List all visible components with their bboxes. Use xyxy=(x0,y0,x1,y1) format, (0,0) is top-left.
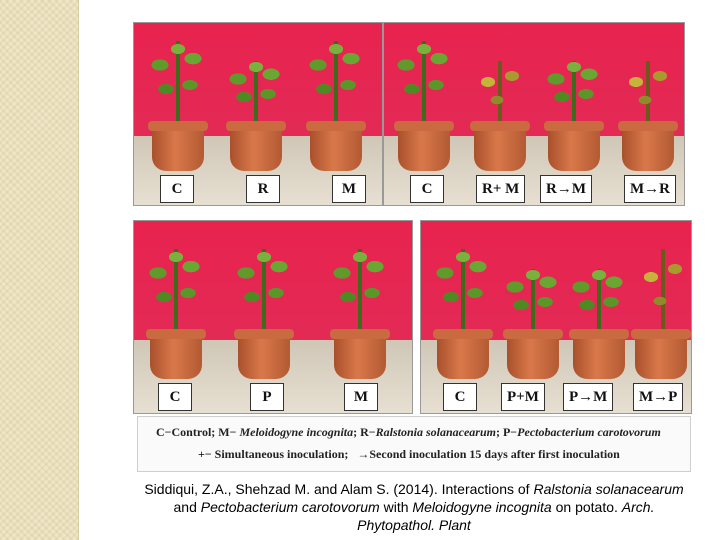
pot-image xyxy=(238,335,290,379)
plant-image xyxy=(633,249,692,329)
pot-label: R→M xyxy=(540,175,592,203)
pot-label: M xyxy=(344,383,378,411)
pot-label: R+ M xyxy=(476,175,525,203)
plant-image xyxy=(234,249,294,329)
photo-pectobacterium-combinations xyxy=(420,220,692,414)
pot-label: M→R xyxy=(624,175,676,203)
pot-label: M→P xyxy=(633,383,683,411)
plant-image xyxy=(618,61,678,121)
pot-image xyxy=(150,335,202,379)
plant-image xyxy=(226,61,286,121)
plant-image xyxy=(394,41,454,121)
plant-image xyxy=(503,269,563,329)
photo-control-pectobacterium-meloidogyne xyxy=(133,220,413,414)
pot-image xyxy=(334,335,386,379)
pot-label: C xyxy=(160,175,194,203)
pot-image xyxy=(635,335,687,379)
photo-control-ralstonia-meloidogyne xyxy=(133,22,383,206)
legend-pectobacterium-name: Pectobacterium carotovorum xyxy=(517,425,661,439)
plant-image xyxy=(569,269,629,329)
plant-image xyxy=(330,249,390,329)
pot-label: M xyxy=(332,175,366,203)
pot-image xyxy=(573,335,625,379)
legend-second-inoculation-text: →Second inoculation 15 days after first inoculation xyxy=(357,447,620,461)
pot-label: P+M xyxy=(501,383,545,411)
pot-label: P→M xyxy=(563,383,613,411)
plant-image xyxy=(306,41,366,121)
pot-label: P xyxy=(250,383,284,411)
decorative-side-strip xyxy=(0,0,79,540)
legend-p-prefix: ; P− xyxy=(495,425,518,439)
plant-image xyxy=(146,249,206,329)
pot-image xyxy=(622,127,674,171)
pot-image xyxy=(437,335,489,379)
legend-simultaneous-text: +− Simultaneous inoculation; xyxy=(198,447,349,461)
legend-line-organisms xyxy=(156,425,661,440)
pot-image xyxy=(310,127,362,171)
caption-text: Siddiqui, Z.A., Shehzad M. and Alam S. (2014). Interactions of xyxy=(144,481,534,497)
legend-r-prefix: ; R− xyxy=(353,425,376,439)
caption-text: with xyxy=(379,499,413,515)
pot-image xyxy=(398,127,450,171)
legend-meloidogyne-name: Meloidogyne incognita xyxy=(239,425,354,439)
caption-text: and xyxy=(173,499,201,515)
plant-image xyxy=(148,41,208,121)
pot-image xyxy=(548,127,600,171)
caption-italic-text: Ralstonia solanacearum xyxy=(533,481,684,497)
plant-image xyxy=(544,61,604,121)
legend-control-text: C−Control; M− xyxy=(156,425,240,439)
pot-image xyxy=(507,335,559,379)
caption-italic-text: Pectobacterium carotovorum xyxy=(200,499,380,515)
pot-label: C xyxy=(443,383,477,411)
pot-label: C xyxy=(410,175,444,203)
pot-image xyxy=(474,127,526,171)
pot-image xyxy=(230,127,282,171)
caption-text: on potato. xyxy=(551,499,622,515)
citation-caption xyxy=(140,480,688,534)
pot-label: C xyxy=(158,383,192,411)
photo-ralstonia-combinations xyxy=(383,22,685,206)
pot-image xyxy=(152,127,204,171)
caption-italic-text: Arch. Phytopathol. Plant xyxy=(357,499,655,533)
caption-italic-text: Meloidogyne incognita xyxy=(412,499,552,515)
plant-image xyxy=(470,61,530,121)
plant-image xyxy=(433,249,493,329)
pot-label: R xyxy=(246,175,280,203)
abbreviation-legend xyxy=(137,416,691,472)
legend-ralstonia-name: Ralstonia solanacearum xyxy=(375,425,496,439)
legend-line-inoculation xyxy=(198,447,620,462)
